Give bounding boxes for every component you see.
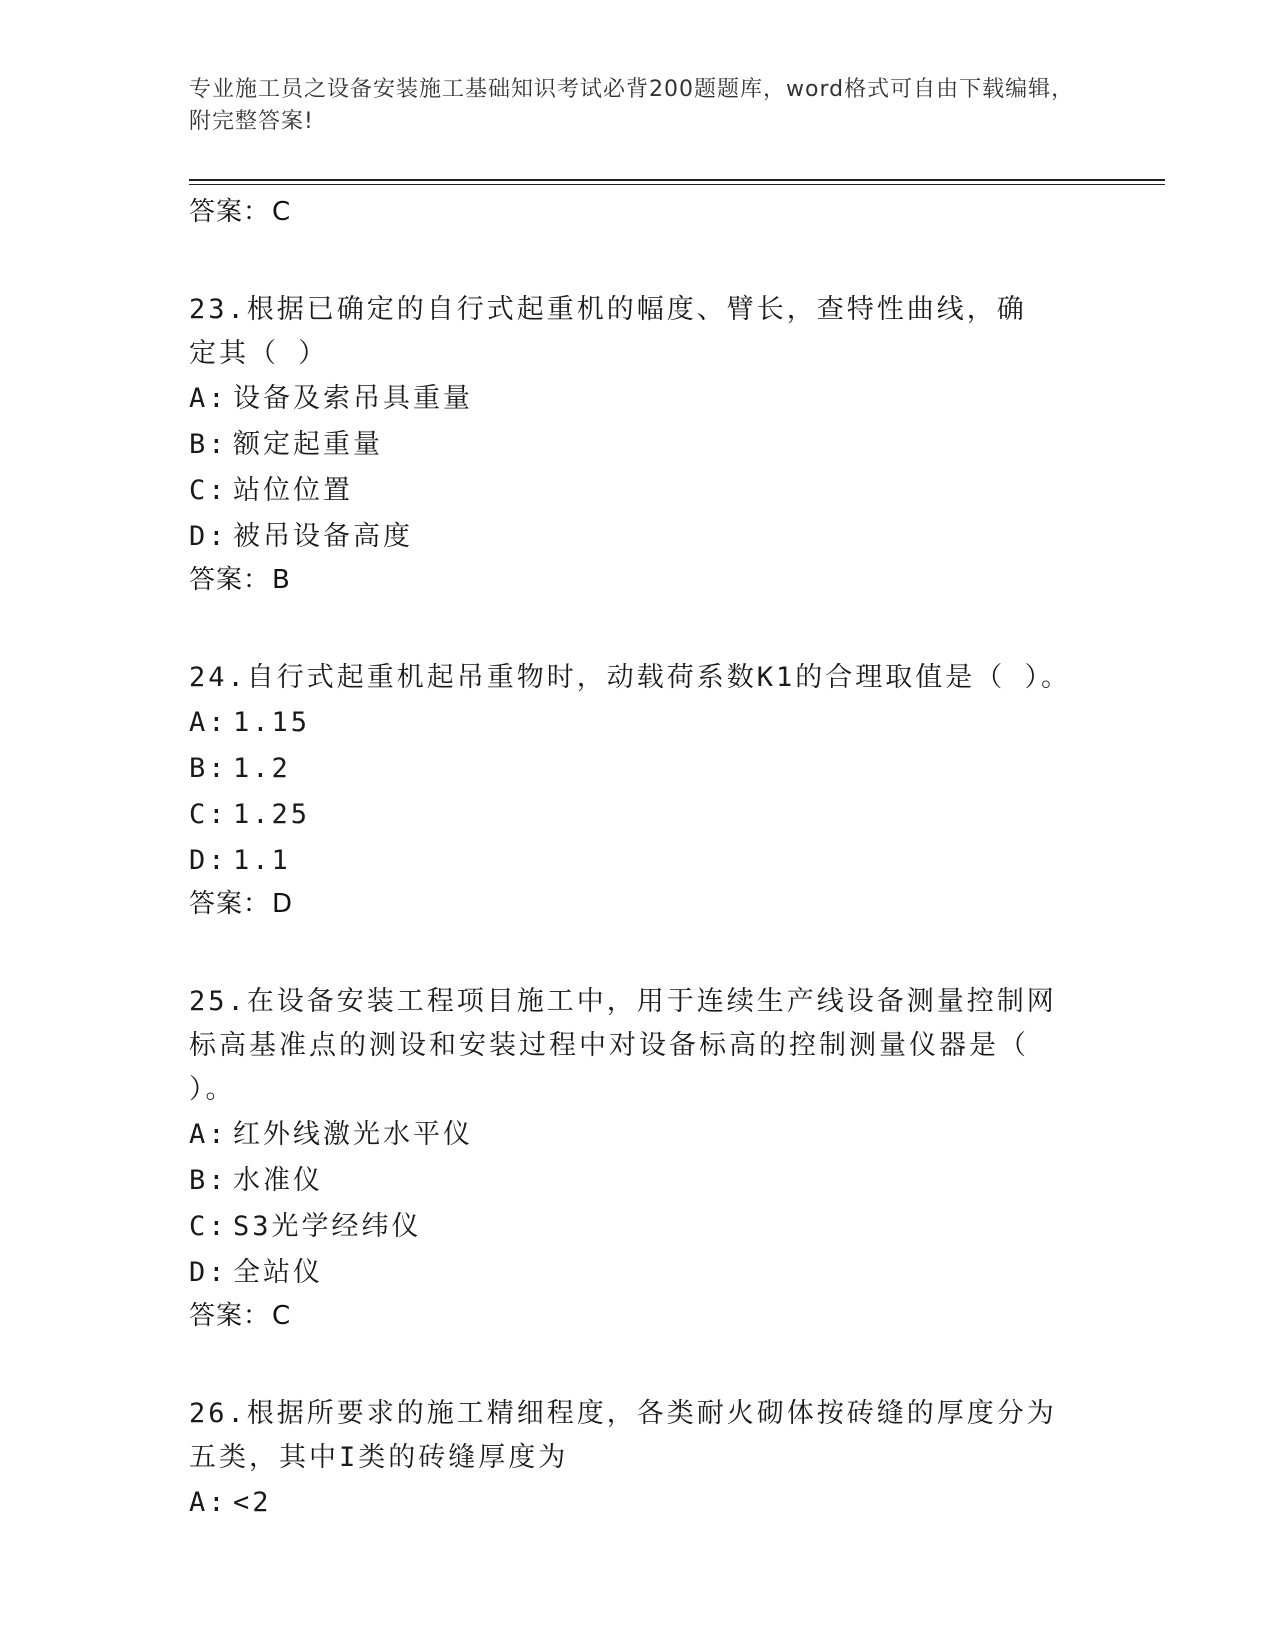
answer-line: [189, 884, 1089, 924]
option-a: [189, 700, 1089, 746]
option-text: <2: [233, 1487, 272, 1518]
question-23: [189, 288, 1089, 560]
header-divider-thin: [189, 184, 1165, 185]
option-text: 水准仪: [233, 1165, 323, 1196]
option-a: [189, 1480, 1089, 1526]
answer-label: 答案：: [189, 1301, 271, 1331]
option-key: A:: [189, 383, 228, 414]
option-text: 站位位置: [233, 475, 353, 506]
option-c: [189, 792, 1089, 838]
question-stem: 26.根据所要求的施工精细程度，各类耐火砌体按砖缝的厚度分为五类，其中I类的砖缝厚度为: [189, 1398, 1057, 1473]
option-key: D:: [189, 1257, 228, 1288]
option-b: [189, 746, 1089, 792]
option-key: B:: [189, 429, 228, 460]
option-a: [189, 376, 1089, 422]
answer-line: [189, 560, 1089, 600]
option-key: A:: [189, 1119, 228, 1150]
answer-value: D: [272, 889, 294, 919]
option-b: [189, 1158, 1089, 1204]
question-25: [189, 980, 1089, 1296]
question-list: [189, 192, 1089, 1526]
answer-value: C: [272, 197, 292, 227]
answer-value: B: [272, 565, 291, 595]
answer-label: 答案：: [189, 889, 271, 919]
option-key: C:: [189, 1211, 228, 1242]
option-b: [189, 422, 1089, 468]
question-24: [189, 656, 1089, 884]
answer-value: C: [272, 1301, 292, 1331]
option-text: 额定起重量: [233, 429, 383, 460]
option-c: [189, 468, 1089, 514]
option-key: D:: [189, 845, 228, 876]
option-d: [189, 514, 1089, 560]
answer-label: 答案：: [189, 565, 271, 595]
option-text: 被吊设备高度: [233, 521, 413, 552]
spacer: [189, 238, 1089, 288]
answer-label: 答案：: [189, 197, 271, 227]
document-header: 专业施工员之设备安装施工基础知识考试必背200题题库，word格式可自由下载编辑，附完整答案!: [189, 77, 1075, 134]
option-key: B:: [189, 1165, 228, 1196]
spacer: [189, 930, 1089, 980]
option-text: S3光学经纬仪: [233, 1211, 422, 1242]
option-text: 1.15: [233, 707, 311, 738]
header-divider-thick: [189, 179, 1165, 181]
option-text: 红外线激光水平仪: [233, 1119, 473, 1150]
spacer: [189, 606, 1089, 656]
option-key: C:: [189, 475, 228, 506]
option-key: A:: [189, 1487, 228, 1518]
option-a: [189, 1112, 1089, 1158]
answer-line: [189, 192, 1089, 232]
option-d: [189, 838, 1089, 884]
option-key: D:: [189, 521, 228, 552]
question-26: [189, 1392, 1089, 1526]
question-stem: 23.根据已确定的自行式起重机的幅度、臂长，查特性曲线，确定其（ ）: [189, 294, 1027, 369]
option-text: 1.1: [233, 845, 291, 876]
option-text: 1.2: [233, 753, 291, 784]
option-text: 设备及索吊具重量: [233, 383, 473, 414]
option-text: 1.25: [233, 799, 311, 830]
spacer: [189, 1342, 1089, 1392]
option-key: C:: [189, 799, 228, 830]
option-key: A:: [189, 707, 228, 738]
option-key: B:: [189, 753, 228, 784]
question-stem: 24.自行式起重机起吊重物时，动载荷系数K1的合理取值是（ ）。: [189, 662, 1072, 693]
answer-line: [189, 1296, 1089, 1336]
option-d: [189, 1250, 1089, 1296]
option-text: 全站仪: [233, 1257, 323, 1288]
option-c: [189, 1204, 1089, 1250]
question-stem: 25.在设备安装工程项目施工中，用于连续生产线设备测量控制网标高基准点的测设和安装过程中对设备标高的控制测量仪器是（ ）。: [189, 986, 1057, 1105]
